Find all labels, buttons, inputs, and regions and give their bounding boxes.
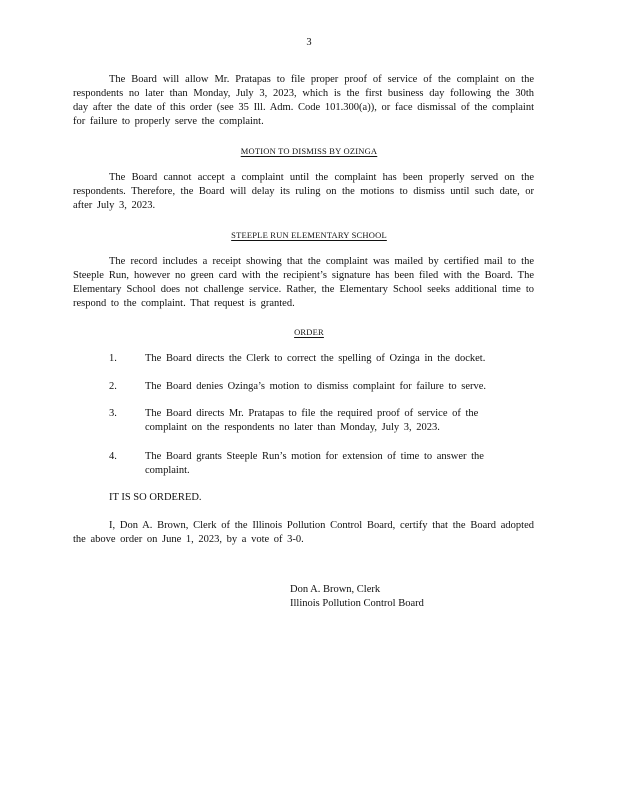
heading-order — [0, 325, 618, 339]
order-item-text: The Board directs the Clerk to correct the spelling of Ozinga in the docket. — [145, 353, 486, 364]
certification-paragraph: I, Don A. Brown, Clerk of the Illinois Pollution Control Board, certify that the Board adopted the above order on June 1, 2023, by a vote of 3-0. — [73, 520, 534, 545]
heading-motion-to-dismiss-text: MOTION TO DISMISS BY OZINGA — [240, 146, 378, 156]
heading-steeple-run — [0, 228, 618, 242]
heading-steeple-run-text: STEEPLE RUN ELEMENTARY SCHOOL — [231, 230, 387, 240]
heading-order-text: ORDER — [294, 327, 324, 337]
page-number: 3 — [306, 37, 312, 48]
order-item-text: The Board directs Mr. Pratapas to file the required proof of service of the complaint on the respondents no later than Monday, July 3, 2023. — [145, 408, 479, 433]
order-item-number: 1. — [109, 353, 117, 364]
so-ordered: IT IS SO ORDERED. — [109, 492, 202, 503]
service-paragraph: The Board will allow Mr. Pratapas to file proper proof of service of the complaint on the respondents no later than Monday, July 3, 2023, which is the first business day following the 30th day after the date of this order (see 35 Ill. Adm. Code 101.300(a)), or face dismissal of the complaint for failure to properly serve the complaint. — [73, 74, 534, 127]
order-item-number: 2. — [109, 381, 117, 392]
order-item-text: The Board denies Ozinga’s motion to dismiss complaint for failure to serve. — [145, 381, 487, 392]
signature-name: Don A. Brown, Clerk — [290, 584, 381, 595]
order-item-number: 4. — [109, 451, 117, 462]
motion-paragraph: The Board cannot accept a complaint until the complaint has been properly served on the respondents. Therefore, the Board will delay its ruling on the motions to dismiss until such date, or after July 3, 2023. — [73, 172, 534, 211]
signature-office: Illinois Pollution Control Board — [290, 598, 424, 609]
heading-motion-to-dismiss — [0, 144, 618, 158]
order-item-text: The Board grants Steeple Run’s motion for extension of time to answer the complaint. — [145, 451, 484, 476]
order-item-number: 3. — [109, 408, 117, 419]
steeple-paragraph: The record includes a receipt showing that the complaint was mailed by certified mail to the Steeple Run, however no green card with the recipient’s signature has been filed with the Board. The Elementary School does not challenge service. Rather, the Elementary School seeks additional time to respond to the complaint. That request is granted. — [73, 256, 534, 309]
